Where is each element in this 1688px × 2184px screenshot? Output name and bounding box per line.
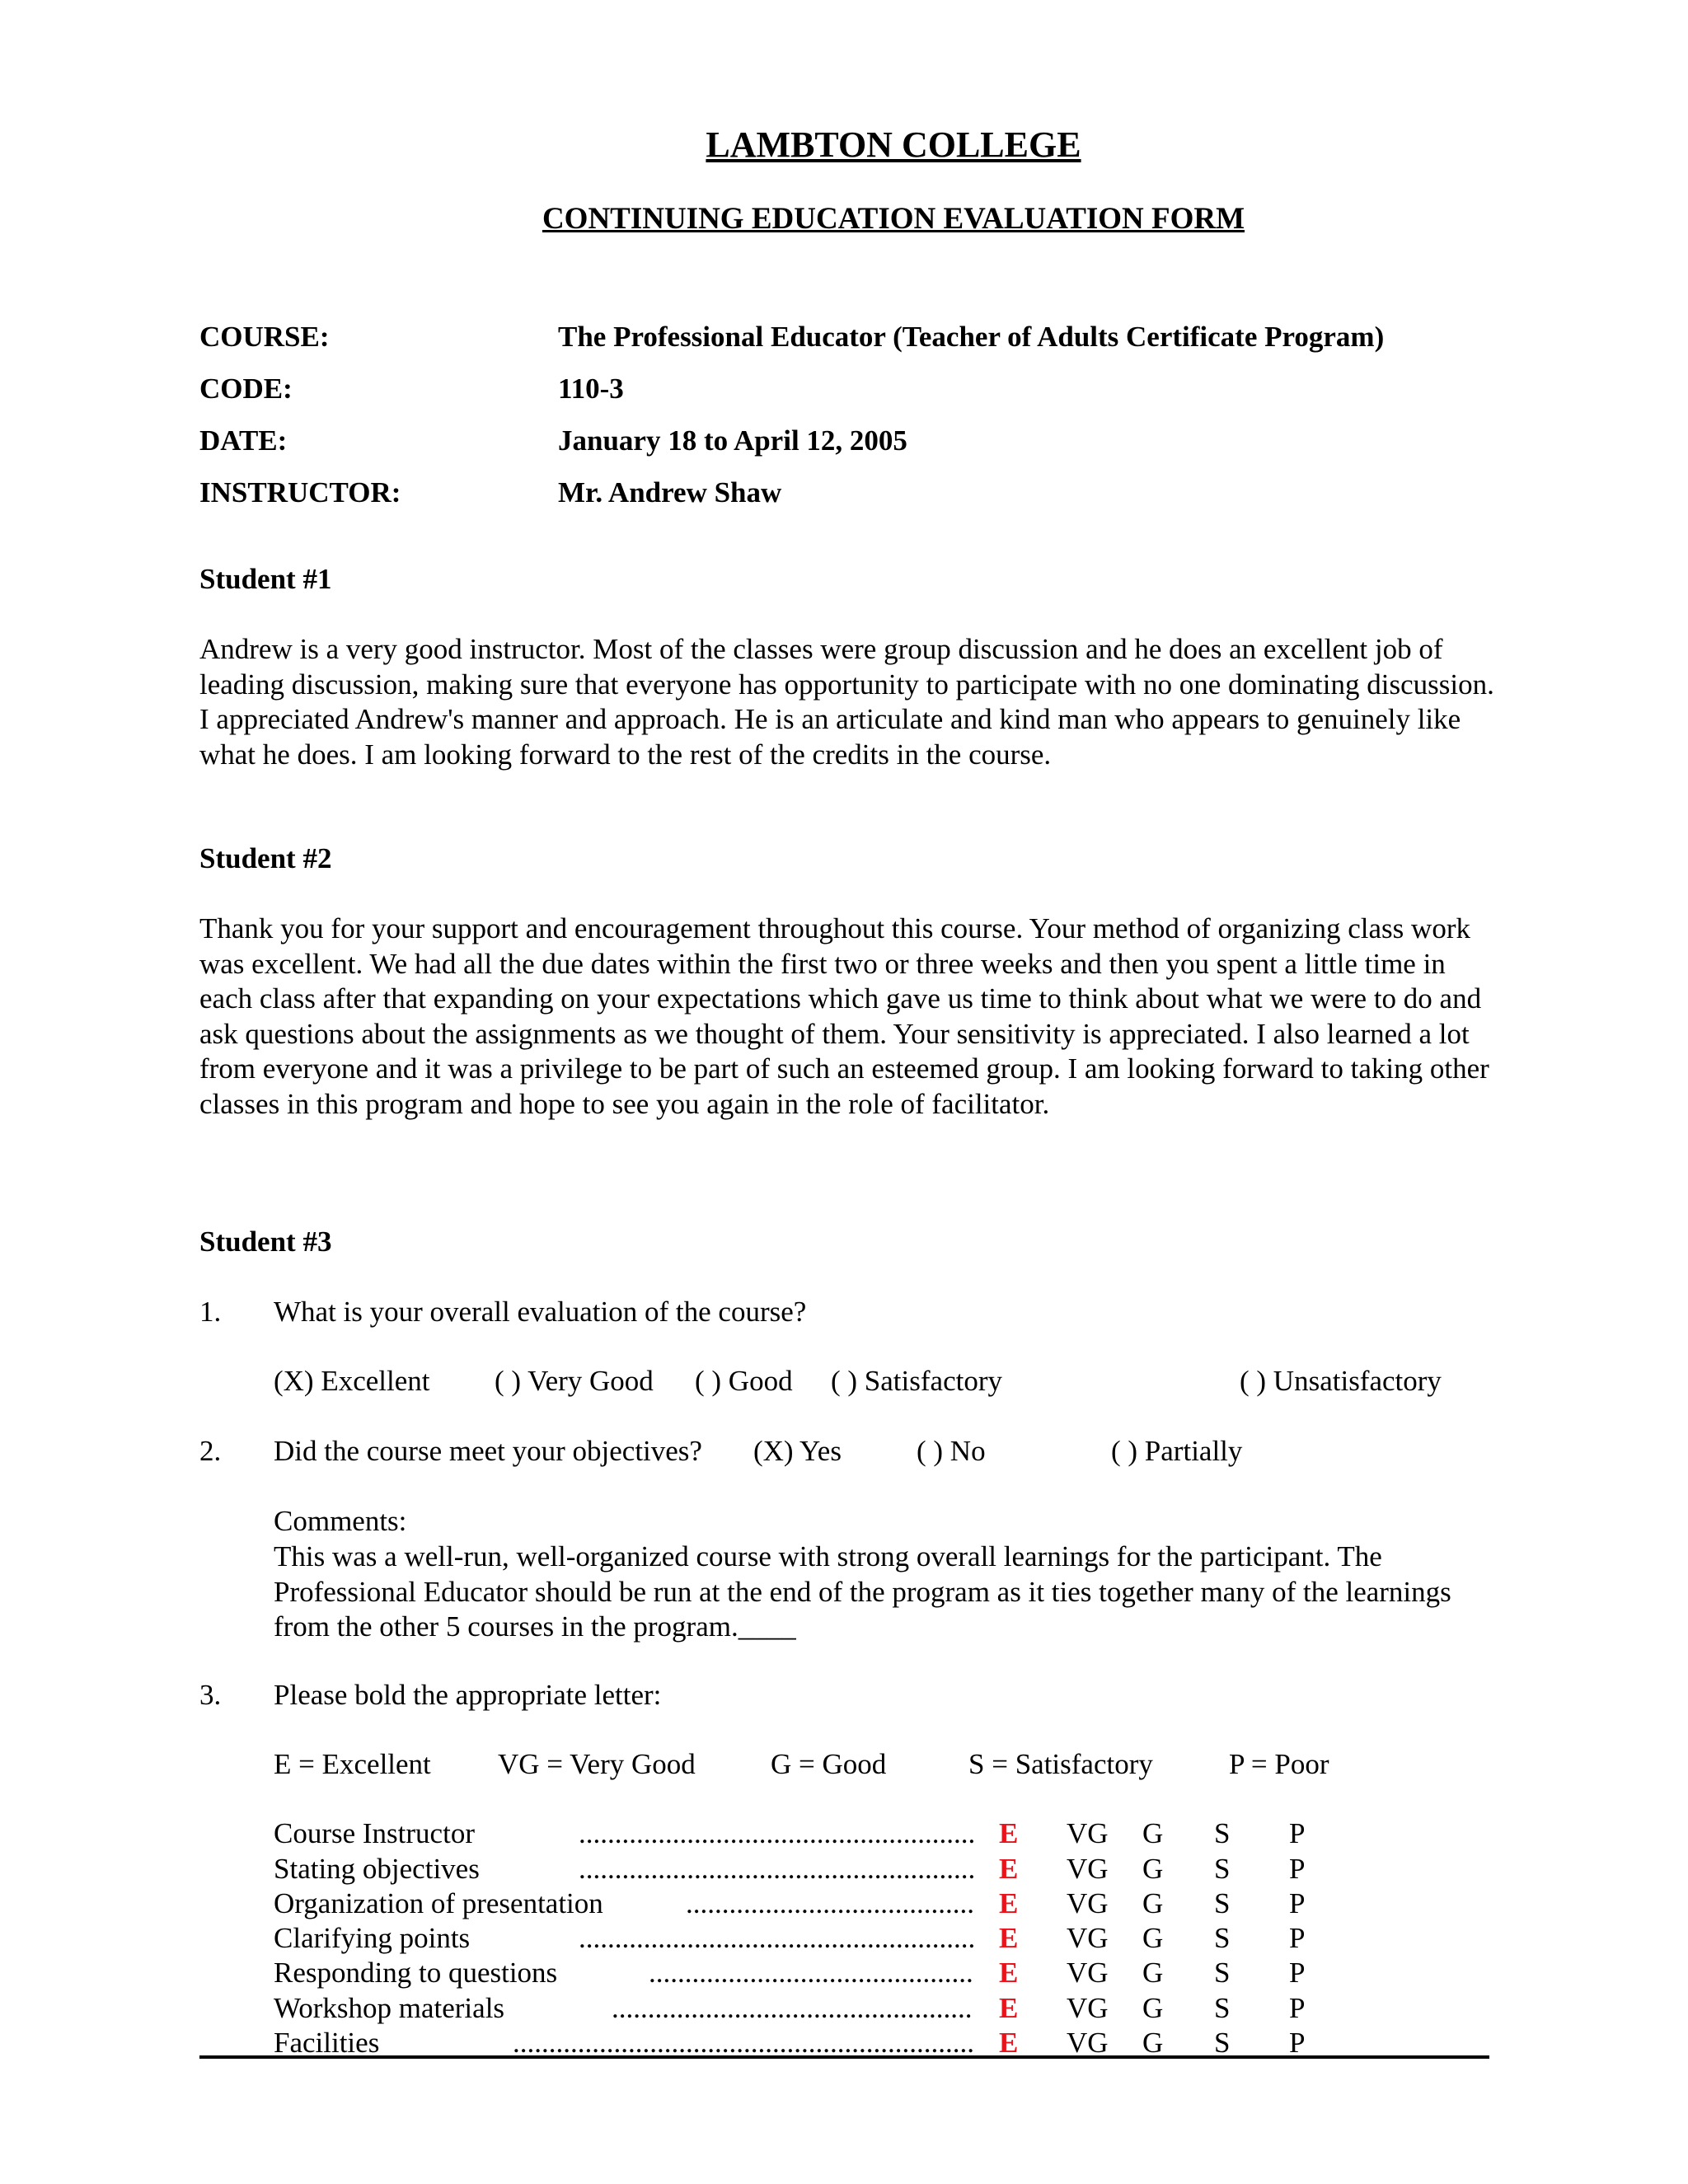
rating-g: G <box>1142 1817 1164 1849</box>
rating-e: E <box>999 1922 1019 1954</box>
rating-row-leader-dots: ....................................................... <box>579 1853 976 1885</box>
rating-s: S <box>1214 1887 1231 1919</box>
legend-excellent: E = Excellent <box>274 1748 431 1780</box>
rating-p: P <box>1289 1887 1306 1919</box>
q2-option-partially: ( ) Partially <box>1111 1435 1243 1467</box>
rating-row-leader-dots: ....................................................... <box>579 1817 976 1849</box>
q2-comments-blank: ____ <box>738 1610 796 1643</box>
student-2-heading: Student #2 <box>199 842 332 874</box>
rating-p: P <box>1289 1922 1306 1954</box>
rating-s: S <box>1214 1922 1231 1954</box>
rating-vg: VG <box>1067 1817 1109 1849</box>
rating-row-leader-dots: ................................................................ <box>513 2027 974 2059</box>
q1-option-excellent: (X) Excellent <box>274 1365 430 1397</box>
legend-satisfactory: S = Satisfactory <box>968 1748 1153 1780</box>
rating-g: G <box>1142 1853 1164 1885</box>
rating-s: S <box>1214 1853 1231 1885</box>
rating-row-label: Course Instructor <box>274 1817 475 1849</box>
q2-option-no: ( ) No <box>917 1435 986 1467</box>
rating-p: P <box>1289 2027 1306 2059</box>
rating-vg: VG <box>1067 2027 1109 2059</box>
rating-vg: VG <box>1067 1853 1109 1885</box>
student-1-heading: Student #1 <box>199 563 332 595</box>
q2-comments <box>274 1540 1502 1645</box>
rating-g: G <box>1142 1992 1164 2024</box>
rating-p: P <box>1289 1957 1306 1989</box>
rating-row-leader-dots: ........................................ <box>686 1887 974 1919</box>
rating-g: G <box>1142 1922 1164 1954</box>
comments-label: Comments: <box>274 1505 407 1537</box>
rating-row-label: Workshop materials <box>274 1992 505 2024</box>
rating-p: P <box>1289 1817 1306 1849</box>
rating-e: E <box>999 1853 1019 1885</box>
q2-comments-text: This was a well-run, well-organized course with strong overall learnings for the participant. The Professional Educator should be run at the end of the program as it ties together many of the learnings from the other 5 courses in the program. <box>274 1540 1451 1643</box>
student-2-comment: Thank you for your support and encouragement throughout this course. Your method of organizing class work was excellent. We had all the due dates within the first two or three weeks and then you spent a little time in each class after that expanding on your expectations which gave us time to think about what we were to do and ask questions about the assignments as we thought of them. Your sensitivity is appreciated. I also learned a lot from everyone and it was a privilege to be part of such an esteemed group. I am looking forward to taking other classes in this program and hope to see you again in the role of facilitator. <box>199 912 1489 1120</box>
rating-vg: VG <box>1067 1992 1109 2024</box>
rating-g: G <box>1142 2027 1164 2059</box>
date-value: January 18 to April 12, 2005 <box>558 424 907 457</box>
form-title: CONTINUING EDUCATION EVALUATION FORM <box>542 202 1245 236</box>
rating-vg: VG <box>1067 1957 1109 1989</box>
legend-good: G = Good <box>771 1748 887 1780</box>
rating-e: E <box>999 1957 1019 1989</box>
rating-e: E <box>999 1887 1019 1919</box>
rating-row-leader-dots: ............................................. <box>649 1957 973 1989</box>
student-3-heading: Student #3 <box>199 1226 332 1258</box>
q1-option-unsatisfactory: ( ) Unsatisfactory <box>1240 1365 1442 1397</box>
question-2-text: Did the course meet your objectives? <box>274 1435 702 1467</box>
rating-g: G <box>1142 1887 1164 1919</box>
date-label: DATE: <box>199 424 288 457</box>
rating-row-leader-dots: .................................................. <box>612 1992 973 2024</box>
rating-row-label: Stating objectives <box>274 1853 480 1885</box>
college-title: LAMBTON COLLEGE <box>706 124 1081 165</box>
q1-option-good: ( ) Good <box>695 1365 793 1397</box>
question-3-number: 3. <box>199 1679 222 1711</box>
student-1-comment: Andrew is a very good instructor. Most of the classes were group discussion and he does an excellent job of leading discussion, making sure that everyone has opportunity to participate with no one dominating discussion. I appreciated Andrew's manner and approach. He is an articulate and kind man who appears to genuinely like what he does. I am looking forward to the rest of the credits in the course. <box>199 633 1494 771</box>
code-label: CODE: <box>199 373 293 405</box>
question-2-number: 2. <box>199 1435 222 1467</box>
q2-option-yes: (X) Yes <box>753 1435 842 1467</box>
course-label: COURSE: <box>199 321 330 353</box>
rating-p: P <box>1289 1992 1306 2024</box>
rating-e: E <box>999 2027 1019 2059</box>
rating-row-label: Responding to questions <box>274 1957 558 1989</box>
bottom-rule <box>199 2055 1489 2059</box>
rating-row-label: Facilities <box>274 2027 380 2059</box>
rating-p: P <box>1289 1853 1306 1885</box>
rating-s: S <box>1214 1817 1231 1849</box>
instructor-value: Mr. Andrew Shaw <box>558 476 782 509</box>
legend-very-good: VG = Very Good <box>498 1748 696 1780</box>
q1-option-very-good: ( ) Very Good <box>495 1365 654 1397</box>
rating-vg: VG <box>1067 1887 1109 1919</box>
rating-e: E <box>999 1992 1019 2024</box>
question-1-text: What is your overall evaluation of the course? <box>274 1296 807 1328</box>
rating-row-label: Organization of presentation <box>274 1887 603 1919</box>
rating-vg: VG <box>1067 1922 1109 1954</box>
rating-row-label: Clarifying points <box>274 1922 471 1954</box>
question-1-number: 1. <box>199 1296 222 1328</box>
q1-option-satisfactory: ( ) Satisfactory <box>831 1365 1002 1397</box>
course-value: The Professional Educator (Teacher of Adults Certificate Program) <box>558 321 1385 353</box>
rating-g: G <box>1142 1957 1164 1989</box>
rating-s: S <box>1214 1957 1231 1989</box>
legend-poor: P = Poor <box>1229 1748 1329 1780</box>
rating-s: S <box>1214 2027 1231 2059</box>
instructor-label: INSTRUCTOR: <box>199 476 401 509</box>
code-value: 110-3 <box>558 373 624 405</box>
rating-s: S <box>1214 1992 1231 2024</box>
rating-e: E <box>999 1817 1019 1849</box>
rating-row-leader-dots: ....................................................... <box>579 1922 976 1954</box>
question-3-text: Please bold the appropriate letter: <box>274 1679 662 1711</box>
